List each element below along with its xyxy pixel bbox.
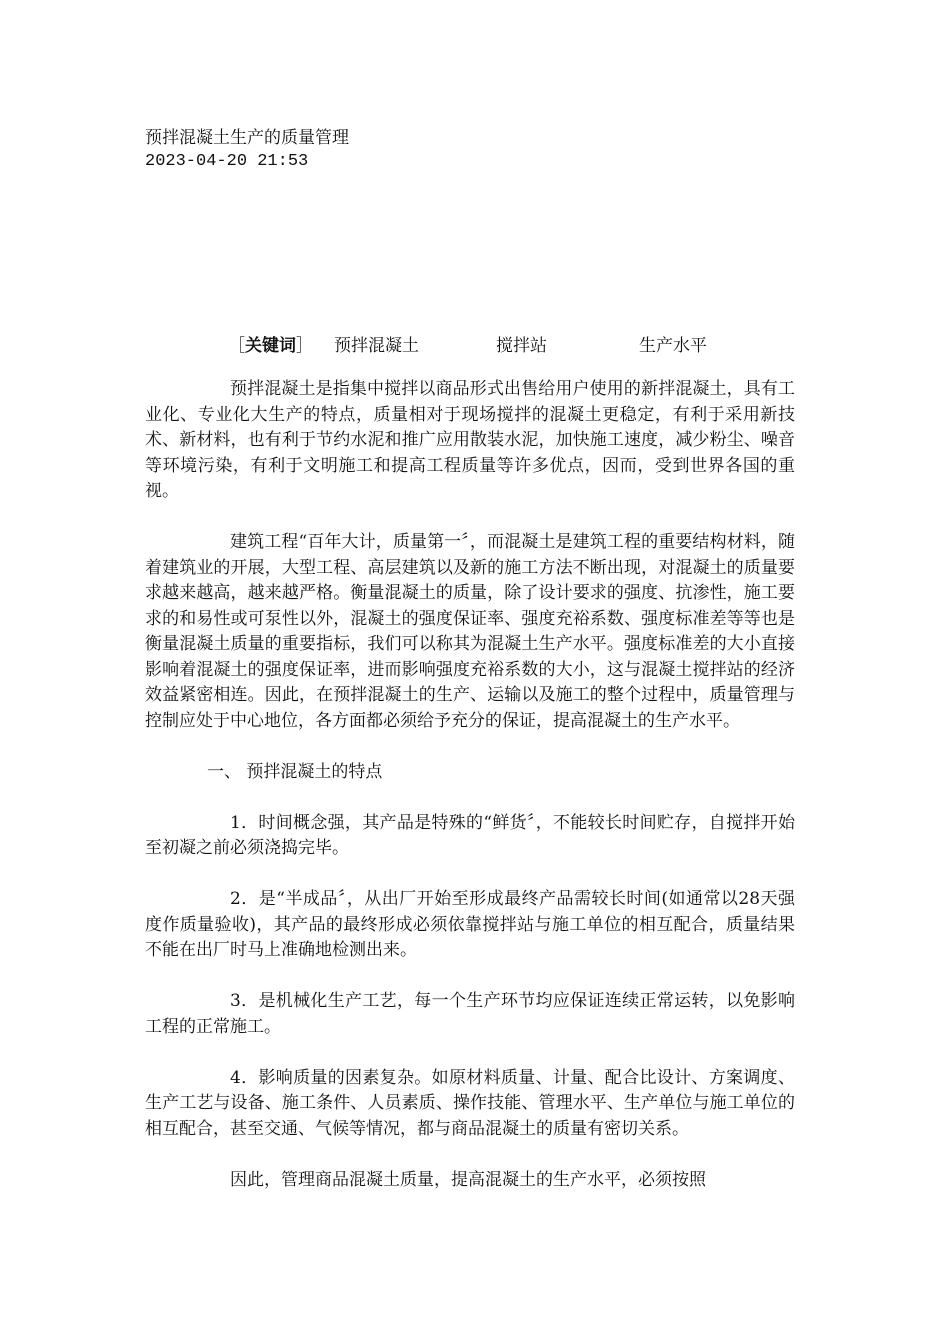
paragraph: 建筑工程“百年大计，质量第一〞，而混凝土是建筑工程的重要结构材料，随着建筑业的开展，大型工程、高层建筑以及新的施工方法不断出现，对混凝土的质量要求越来越高，越来越严格。衡量混凝土的质量，除了设计要求的强度、抗渗性，施工要求的和易性或可泵性以外，混凝土的强度保证率、强度充裕系数、强度标准差等等也是衡量混凝土质量的重要指标，我们可以称其为混凝土生产水平。强度标准差的大小直接影响着混凝土的强度保证率，进而影响强度充裕系数的大小，这与混凝土搅拌站的经济效益紧密相连。因此，在预拌混凝土的生产、运输以及施工的整个过程中，质量管理与控制应处于中心地位，各方面都必须给予充分的保证，提高混凝土的生产水平。 (145, 532, 795, 731)
keyword-item: 搅拌站 (496, 336, 547, 356)
list-item: 4．影响质量的因素复杂。如原材料质量、计量、配合比设计、方案调度、生产工艺与设备、施工条件、人员素质、操作技能、管理水平、生产单位与施工单位的相互配合，甚至交通、气候等情况，都与商品混凝土的质量有密切关系。 (145, 1067, 795, 1139)
keyword-item: 预拌混凝土 (334, 336, 419, 356)
list-item: 1．时间概念强，其产品是特殊的“鲜货〞，不能较长时间贮存，自搅拌开始至初凝之前必须浇捣完毕。 (145, 812, 795, 858)
keywords-line (228, 334, 707, 358)
keywords-label: 关键词 (245, 336, 296, 356)
section-heading: 一、 预拌混凝土的特点 (207, 761, 383, 782)
closing-paragraph: 因此，管理商品混凝土质量，提高混凝土的生产水平，必须按照 (230, 1169, 706, 1190)
paragraph: 预拌混凝土是指集中搅拌以商品形式出售给用户使用的新拌混凝土，具有工业化、专业化大生产的特点，质量相对于现场搅拌的混凝土更稳定，有利于采用新技术、新材料，也有利于节约水泥和推广应用散装水泥，加快施工速度，减少粉尘、噪音等环境污染，有利于文明施工和提高工程质量等许多优点，因而，受到世界各国的重视。 (145, 379, 795, 501)
document-date: 2023-04-20 21:53 (145, 152, 309, 171)
keyword-item: 生产水平 (639, 336, 707, 356)
list-item: 2．是“半成品〞，从出厂开始至形成最终产品需较长时间(如通常以28天强度作质量验收)，其产品的最终形成必须依靠搅拌站与施工单位的相互配合，质量结果不能在出厂时马上准确地检测出来。 (145, 889, 795, 960)
list-item: 3．是机械化生产工艺，每一个生产环节均应保证连续正常运转，以免影响工程的正常施工。 (145, 991, 795, 1037)
document-body (145, 377, 795, 1219)
keywords-close-bracket: ］ (296, 336, 313, 356)
keywords-open-bracket: ［ (228, 336, 245, 356)
document-title: 预拌混凝土生产的质量管理 (145, 128, 349, 148)
